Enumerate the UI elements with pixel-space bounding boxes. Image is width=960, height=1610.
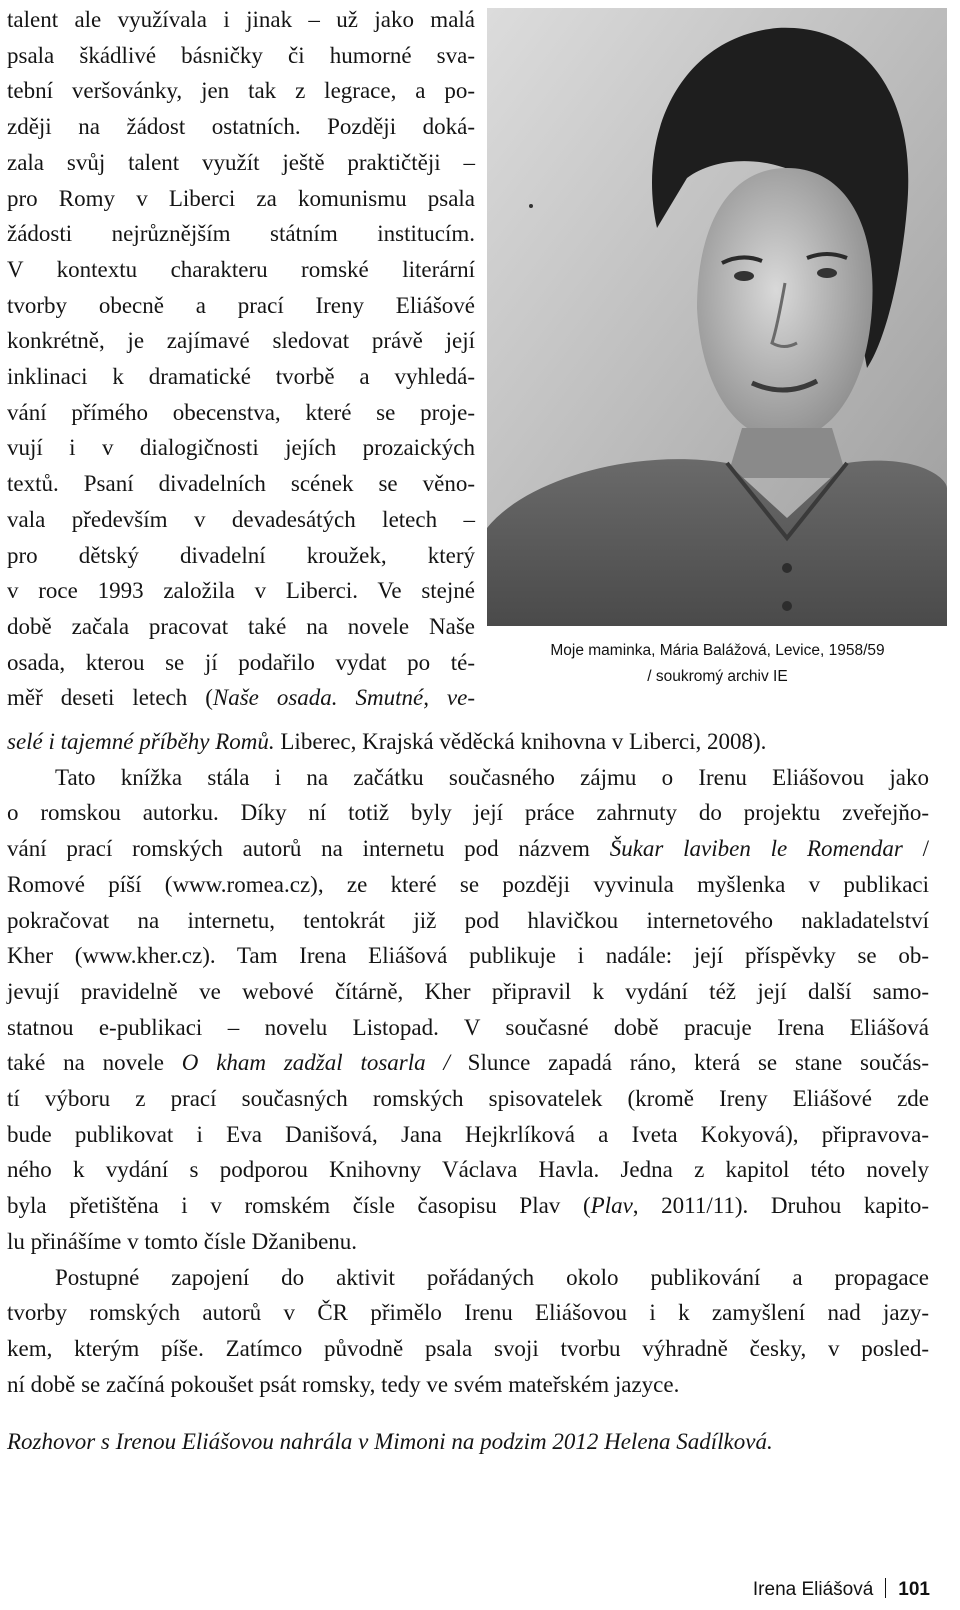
book-title-italic: Naše osada. Smutné, ve- xyxy=(212,685,475,711)
text-line: pro dětský divadelní kroužek, který xyxy=(7,542,475,568)
text-line: zději na žádost ostatních. Později doká- xyxy=(7,114,475,140)
text-line xyxy=(7,831,929,867)
text-column-beside-photo xyxy=(7,2,475,716)
text-fragment: vání prací romských autorů na internetu pod názvem xyxy=(7,836,610,862)
page-footer xyxy=(753,1578,930,1601)
caption-line: / soukromý archiv IE xyxy=(647,668,788,685)
text-line: v roce 1993 založila v Liberci. Ve stejné xyxy=(7,578,475,604)
text-line: ného k vydání s podporou Knihovny Václava Havla. Jedna z kapitol této novely xyxy=(7,1157,929,1183)
body-text xyxy=(7,724,929,1460)
text-line: osada, kterou se jí podařilo vydat po té- xyxy=(7,649,475,675)
text-line: jevují pravidelně ve webové čítárně, Kher připravil k vydání též její další samo- xyxy=(7,978,929,1004)
title-italic: Šukar laviben le Romendar xyxy=(609,836,903,862)
spacer xyxy=(7,1402,929,1424)
text-line: vala především v devadesátých letech – xyxy=(7,506,475,532)
page-number: 101 xyxy=(898,1579,930,1600)
text-fragment: Slunce zapadá ráno, která se stane součás- xyxy=(449,1050,929,1076)
text-line: psala škádlivé básničky či humorné sva- xyxy=(7,42,475,68)
caption-line: Moje maminka, Mária Balážová, Levice, 1958/59 xyxy=(550,642,885,659)
text-line: zala svůj talent využít ještě praktičtěji – xyxy=(7,149,475,175)
text-line: textů. Psaní divadelních scének se věno- xyxy=(7,471,475,497)
text-line: inklinaci k dramatické tvorbě a vyhledá- xyxy=(7,364,475,390)
text-line: době začala pracovat také na novele Naše xyxy=(7,613,475,639)
text-line: kem, kterým píše. Zatímco původně psala svoji tvorbu výhradně česky, v posled- xyxy=(7,1335,929,1361)
text-line: Postupné zapojení do aktivit pořádaných okolo publikování a propagace xyxy=(55,1264,929,1290)
text-fragment: / xyxy=(902,836,929,862)
text-line: Kher (www.kher.cz). Tam Irena Eliášová publikuje i nadále: její příspěvky se ob- xyxy=(7,943,929,969)
text-fragment: Liberec, Krajská věděcká knihovna v Liberci, 2008). xyxy=(274,729,767,754)
text-line: tí výboru z prací současných romských spisovatelek (kromě Ireny Eliášové zde xyxy=(7,1086,929,1112)
interview-credit: Rozhovor s Irenou Eliášovou nahrála v Mimoni na podzim 2012 Helena Sadílková. xyxy=(7,1429,773,1455)
text-line: ní době se začíná pokoušet psát romsky, tedy ve svém mateřském jazyce. xyxy=(7,1371,680,1397)
text-line xyxy=(7,1188,929,1224)
running-title: Irena Eliášová xyxy=(752,1579,874,1600)
text-line: V kontextu charakteru romské literární xyxy=(7,256,475,282)
book-title-italic: selé i tajemné příběhy Romů. xyxy=(7,729,275,754)
text-line xyxy=(7,680,475,716)
text-fragment: , 2011/11). Druhou kapito- xyxy=(632,1193,929,1219)
text-line: pro Romy v Liberci za komunismu psala xyxy=(7,185,475,211)
text-line: vují i v dialogičnosti jejích prozaických xyxy=(7,435,475,461)
text-line: tvorby romských autorů v ČR přimělo Irenu Eliášovou i k zamyšlení nad jazy- xyxy=(7,1300,929,1326)
portrait-image xyxy=(487,8,947,626)
text-fragment: měř deseti letech ( xyxy=(7,685,213,711)
text-line: lu přinášíme v tomto čísle Džanibenu. xyxy=(7,1228,358,1254)
text-line: o romskou autorku. Díky ní totiž byly její práce zahrnuty do projektu zveřejňo- xyxy=(7,800,929,826)
text-fragment: také na novele xyxy=(7,1050,182,1076)
text-line: tvorby obecně a prací Ireny Eliášové xyxy=(7,292,475,318)
text-fragment: byla přetištěna i v romském čísle časopisu Plav ( xyxy=(7,1193,591,1219)
text-line xyxy=(7,724,929,760)
title-italic: O kham zadžal tosarla / xyxy=(181,1050,450,1076)
footer-divider xyxy=(885,1578,886,1598)
portrait-photo xyxy=(487,8,947,626)
text-line xyxy=(7,1045,929,1081)
text-line: bude publikovat i Eva Danišová, Jana Hejkrlíková a Iveta Kokyová), připravova- xyxy=(7,1121,929,1147)
text-line: Romové píší (www.romea.cz), ze které se později vyvinula myšlenka v publikaci xyxy=(7,871,929,897)
text-line: vání přímého obecenstva, které se proje- xyxy=(7,399,475,425)
text-line: talent ale využívala i jinak – už jako malá xyxy=(7,7,475,32)
text-line: konkrétně, je zajímavé sledovat právě její xyxy=(7,328,475,354)
text-line: tební veršovánky, jen tak z legrace, a po- xyxy=(7,78,475,104)
photo-caption xyxy=(490,638,945,690)
text-line: Tato knížka stála i na začátku současného zájmu o Irenu Eliášovou jako xyxy=(55,764,929,790)
text-line: statnou e-publikaci – novelu Listopad. V současné době pracuje Irena Eliášová xyxy=(7,1014,929,1040)
text-line: pokračovat na internetu, tentokrát již pod hlavičkou internetového nakladatelství xyxy=(7,907,929,933)
text-line: žádosti nejrůznějším státním institucím. xyxy=(7,221,475,247)
title-italic: Plav xyxy=(590,1193,633,1219)
